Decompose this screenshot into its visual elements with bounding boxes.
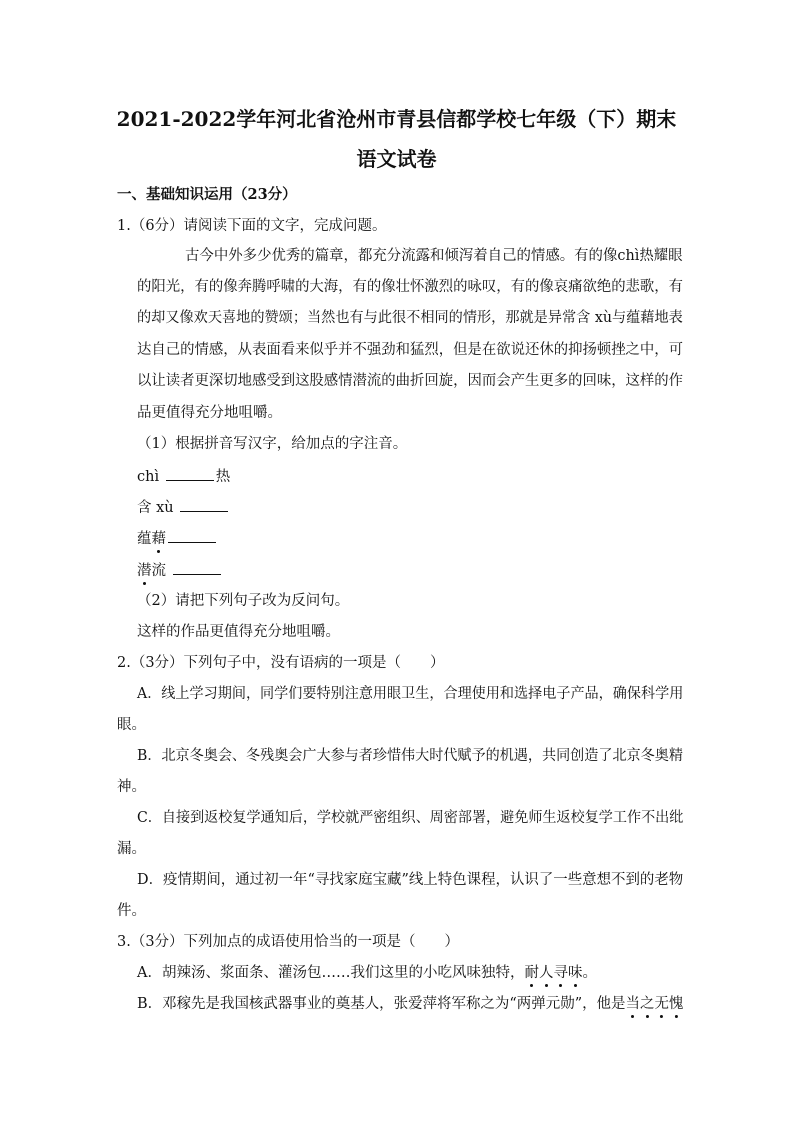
option-a: A．线上学习期间，同学们要特别注意用眼卫生，合理使用和选择电子产品，确保科学用	[137, 686, 684, 702]
passage-line: 的阳光，有的像奔腾呼啸的大海，有的像壮怀激烈的咏叹，有的像哀痛欲绝的悲歌，有	[137, 279, 684, 295]
question-2-stem: 2.（3分）下列句子中，没有语病的一项是（ ）	[117, 655, 445, 671]
fill-char: 蕴	[137, 531, 152, 547]
exam-title-line1: 2021-2022学年河北省沧州市青县信都学校七年级（下）期末	[116, 107, 677, 131]
option-d-cont: 件。	[117, 903, 146, 919]
passage-line: 以让读者更深切地感受到这股感情潜流的曲折回旋，因而会产生更多的回味，这样的作	[137, 373, 684, 389]
fill-item-xu	[137, 497, 230, 518]
question-1-stem: 1.（6分）请阅读下面的文字，完成问题。	[117, 218, 387, 234]
option-c: C．自接到返校复学通知后，学校就严密组织、周密部署，避免师生返校复学工作不出纰	[137, 810, 684, 826]
passage-line: 的却又像欢天喜地的赞颂；当然也有与此很不相同的情形，那就是异常含 xù与蕴藉地表	[137, 310, 683, 326]
option-a-cont: 眼。	[117, 717, 146, 733]
dotted-char: 愧	[668, 996, 684, 1012]
option-d: D．疫情期间，通过初一年“寻找家庭宝藏”线上特色课程，认识了一些意想不到的老物	[137, 872, 684, 888]
option-b-cont: 神。	[117, 779, 146, 795]
dotted-char: 味	[567, 965, 583, 981]
answer-blank[interactable]	[173, 560, 221, 575]
dotted-char: 潜	[137, 563, 152, 579]
answer-blank[interactable]	[168, 528, 216, 543]
passage-line: 品更值得充分地咀嚼。	[137, 405, 282, 421]
option-c-cont: 漏。	[117, 841, 146, 857]
sub-question-2: （2）请把下列句子改为反问句。	[137, 593, 350, 609]
dotted-char: 人	[538, 965, 554, 981]
section-heading: 一、基础知识运用（23分）	[117, 186, 297, 203]
fill-prefix: 含 xù	[137, 500, 179, 516]
option-text: B．邓稼先是我国核武器事业的奠基人，张爱萍将军称之为“两弹元勋”，他是	[137, 996, 626, 1012]
fill-suffix: 热	[215, 469, 231, 485]
option-a	[137, 963, 597, 983]
dotted-char: 当	[625, 996, 640, 1012]
answer-blank[interactable]	[180, 497, 228, 512]
answer-blank[interactable]	[166, 466, 214, 481]
fill-item-yunjie	[137, 528, 218, 549]
sub-question-2-sentence: 这样的作品更值得充分地咀嚼。	[137, 624, 340, 640]
dotted-char: 寻	[553, 965, 568, 981]
passage-line: 达自己的情感，从表面看来似乎并不强劲和猛烈，但是在欲说还休的抑扬顿挫之中，可	[137, 342, 684, 358]
option-b	[137, 994, 683, 1014]
dotted-char: 藉	[151, 531, 166, 547]
passage-line: 古今中外多少优秀的篇章，都充分流露和倾泻着自己的情感。有的像chì热耀眼	[185, 248, 683, 264]
fill-item-qianliu	[137, 560, 223, 581]
dotted-char: 耐	[524, 965, 539, 981]
option-b: B．北京冬奥会、冬残奥会广大参与者珍惜伟大时代赋予的机遇，共同创造了北京冬奥精	[137, 748, 683, 764]
option-text: A．胡辣汤、浆面条、灌汤包……我们这里的小吃风味独特，	[137, 965, 525, 981]
option-text: 。	[582, 965, 597, 981]
dotted-char: 之	[639, 996, 655, 1012]
fill-char: 流	[151, 563, 171, 579]
fill-prefix: chì	[137, 469, 164, 485]
exam-title-line2: 语文试卷	[356, 147, 437, 171]
question-3-stem: 3.（3分）下列加点的成语使用恰当的一项是（ ）	[117, 934, 460, 950]
fill-item-chi	[137, 466, 230, 487]
dotted-char: 无	[654, 996, 669, 1012]
sub-question-1: （1）根据拼音写汉字，给加点的字注音。	[137, 436, 408, 452]
